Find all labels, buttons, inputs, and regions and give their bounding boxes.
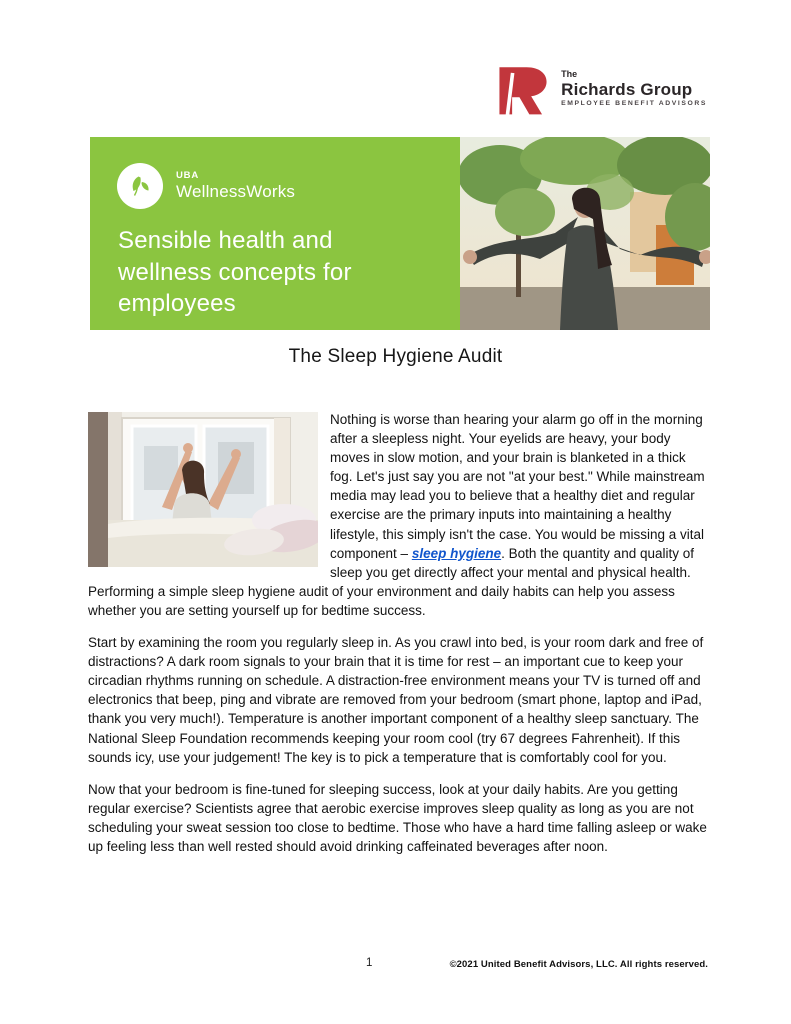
- uba-org-label: UBA: [176, 170, 199, 181]
- paragraph-1-text-after-link: . Both the quantity and quality of sleep you get directly affect your mental and physical health. Performing a simple sleep hygiene audit of your environment and daily habits can help you assess whether you are setting yourself up for bedtime success.: [88, 545, 694, 618]
- richards-name-label: Richards Group: [561, 80, 693, 100]
- paragraph-2: Start by examining the room you regularly sleep in. As you crawl into bed, is your room dark and free of distractions? A dark room signals to your brain that it is time for rest – an important cue to keep your circadian rhythms running on schedule. A distraction-free environment means your TV is turned off and electronics that beep, ping and vibrate are removed from your bedroom (smart phone, laptop and iPad, thank you very much!). Temperature is another important component of a healthy sleep sanctuary. The National Sleep Foundation recommends keeping your room cool (try 67 degrees Fahrenheit). If this sounds icy, use your judgement! The key is to pick a temperature that is comfortably cool for you.: [88, 635, 704, 765]
- copyright-notice: ©2021 United Benefit Advisors, LLC. All rights reserved.: [449, 959, 708, 970]
- richards-the-label: The: [561, 69, 578, 80]
- paragraph-1: [88, 410, 710, 620]
- wellnessworks-banner: [90, 137, 710, 330]
- uba-wellnessworks-logo: [117, 163, 295, 209]
- banner-green-panel: [90, 137, 460, 330]
- paragraph-3: Now that your bedroom is fine-tuned for sleeping success, look at your daily habits. Are you getting regular exercise? Scientists agree that aerobic exercise improves sleep quality as long as you are not scheduling your sweat session too close to bedtime. Those who have a hard time falling asleep or wake up feeling less than well rested should avoid drinking caffeinated beverages after noon.: [88, 781, 707, 854]
- article-body: [88, 410, 710, 869]
- paragraph-1-text-before-link: Nothing is worse than hearing your alarm go off in the morning after a sleepless night. Your eyelids are heavy, your body moves in slow motion, and your brain is blanketed in a thick fog. Let's just say you are not "at your best." While mainstream media may lead you to believe that a healthy diet and regular exercise are the primary inputs into maintaining a healthy lifestyle, this simply isn't the case. You would be missing a vital component –: [330, 412, 705, 561]
- richards-tagline-label: EMPLOYEE BENEFIT ADVISORS: [561, 100, 707, 108]
- richards-group-logo: [494, 60, 707, 118]
- bedroom-photo-woman-stretching: [88, 412, 318, 567]
- leaf-icon: [117, 163, 163, 209]
- banner-heading: Sensible health and wellness concepts for employees: [118, 227, 352, 318]
- page-footer: [88, 957, 710, 975]
- sleep-hygiene-link[interactable]: sleep hygiene: [411, 545, 502, 561]
- page-number: 1: [366, 957, 373, 969]
- banner-photo-woman-arms-outstretched: [460, 137, 710, 330]
- uba-program-label: WellnessWorks: [176, 182, 296, 201]
- page-title: The Sleep Hygiene Audit: [288, 346, 503, 367]
- richards-r-logo-icon: [494, 60, 552, 118]
